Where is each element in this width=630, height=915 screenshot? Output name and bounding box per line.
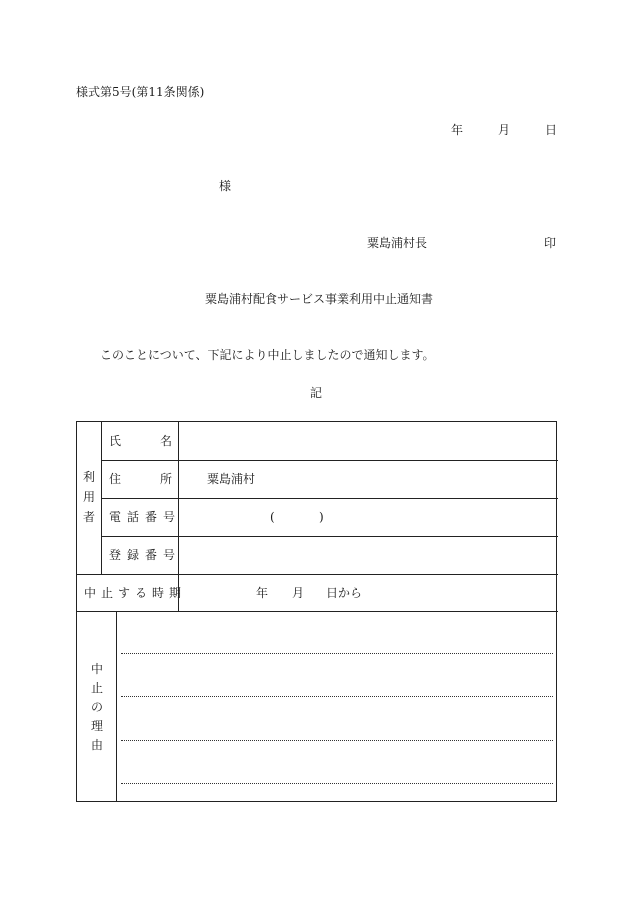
date-month-label: 月 [498,123,511,137]
form-table [76,421,557,802]
row-divider [101,498,558,499]
user-group-label: 利用者 [82,470,95,524]
name-label [109,434,172,448]
reason-writing-line [121,696,553,697]
body-text: このことについて、下記により中止しましたので通知します。 [100,348,435,362]
reason-writing-line [121,740,553,741]
period-year: 年 [256,586,269,600]
name-label-char-1: 氏 [109,434,122,448]
row-divider [101,460,558,461]
form-number: 様式第5号(第11条関係) [76,85,205,99]
reason-writing-line [121,653,553,654]
address-label-char-1: 住 [109,472,122,486]
date-year-label: 年 [451,123,464,137]
row-divider [77,611,558,612]
phone-paren-close: ) [319,510,324,524]
row-divider [77,574,558,575]
issuer-name: 粟島浦村長 [367,236,428,250]
phone-paren-open: ( [270,510,275,524]
period-day-from: 日から [326,586,363,600]
date-day-label: 日 [545,123,558,137]
row-divider [101,536,558,537]
address-label [109,472,172,486]
phone-label: 電話番号 [109,510,182,524]
address-label-char-2: 所 [159,472,172,486]
name-label-char-2: 名 [159,434,172,448]
address-value: 粟島浦村 [207,472,256,486]
period-label: 中止する時期 [84,586,187,600]
document-title: 粟島浦村配食サービス事業利用中止通知書 [205,292,434,306]
reason-label: 中止の理由 [90,662,103,752]
reason-writing-line [121,783,553,784]
col-divider [116,611,117,802]
seal-mark: 印 [544,236,557,250]
period-month: 月 [292,586,305,600]
col-divider [101,422,102,574]
ki-heading: 記 [310,386,323,400]
recipient-suffix: 様 [219,179,232,193]
registration-label: 登録番号 [109,548,182,562]
